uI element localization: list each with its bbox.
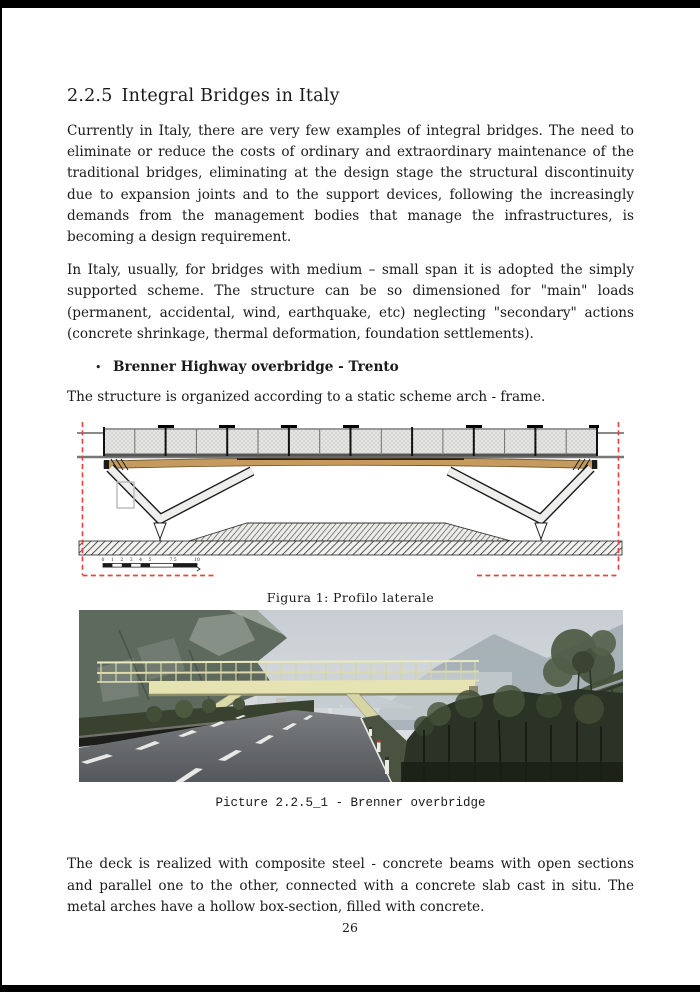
bridge-deck xyxy=(149,681,475,695)
bullet-icon: • xyxy=(95,361,102,375)
deck-slab xyxy=(104,458,597,470)
bullet-item xyxy=(95,357,634,378)
highway-photo xyxy=(79,610,623,782)
scale-label: 7.5 xyxy=(169,558,177,564)
paragraph-1: Currently in Italy, there are very few examples of integral bridges. The need to eliminate or reduce the costs of ordinary and extraordinary maintenance of the traditional bridges, eliminating at the design stage the structural discontinuity due to expansion joints and to the support devices, following the increasingly demands from the management bodies that manage the infrastructures, is becoming a design requirement. xyxy=(67,123,634,246)
page-number: 26 xyxy=(342,920,358,935)
scale-label: 1 xyxy=(110,558,114,564)
page-content xyxy=(67,86,634,930)
bridge-profile-drawing xyxy=(77,420,624,584)
scale-label: 0 xyxy=(101,558,105,564)
figure-lateral-profile xyxy=(67,420,634,588)
bullet-label: Brenner Highway overbridge - Trento xyxy=(113,359,399,376)
scale-label: 5 xyxy=(148,558,152,564)
section-heading xyxy=(67,86,634,106)
deck-railing xyxy=(104,425,599,456)
scale-label: 4 xyxy=(139,558,143,564)
scale-label: 2 xyxy=(120,558,124,564)
paragraph-3: The deck is realized with composite steel - concrete beams with open sections and parallel one to the other, connected with a concrete slab cast in situ. The metal arches have a hollow box-section, filled with concrete. xyxy=(67,856,634,915)
figure1-caption: Figura 1: Profilo laterale xyxy=(266,590,435,606)
figure-intro: The structure is organized according to a static scheme arch - frame. xyxy=(67,389,546,406)
photo-brenner-overbridge xyxy=(67,610,634,786)
scale-label: 3 xyxy=(129,558,133,564)
scale-bar xyxy=(102,557,200,571)
section-title: Integral Bridges in Italy xyxy=(121,86,340,106)
scale-label: 10 xyxy=(194,558,200,564)
page-bottom-border xyxy=(0,985,700,992)
paragraph-2: In Italy, usually, for bridges with medium – small span it is adopted the simply supported scheme. The structure can be so dimensioned for "main" loads (permanent, accidental, wind, earthquake, etc) neglecting "secondary" actions (concrete shrinkage, thermal deformation, foundation settlements). xyxy=(67,262,634,342)
page-top-border xyxy=(0,0,700,8)
picture-caption: Picture 2.2.5_1 - Brenner overbridge xyxy=(215,796,486,811)
page-left-border xyxy=(0,0,2,992)
section-number: 2.2.5 xyxy=(67,86,113,106)
